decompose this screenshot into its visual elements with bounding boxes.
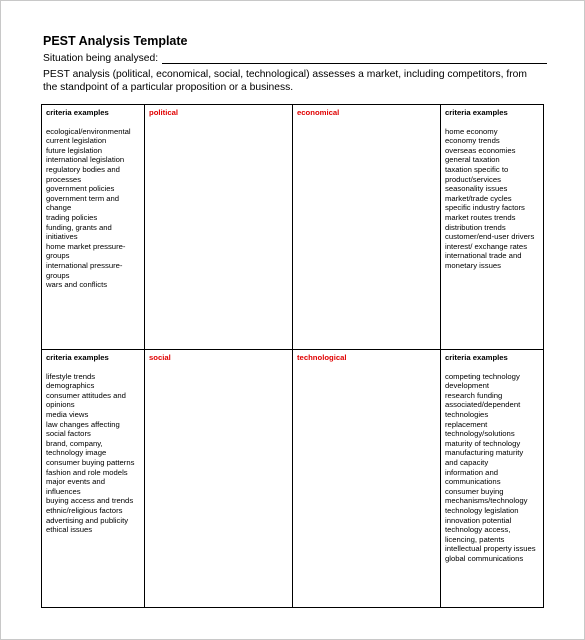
situation-input-line[interactable]: [162, 53, 547, 64]
list-item: major events and: [46, 477, 105, 487]
list-item: associated/dependent: [445, 400, 521, 410]
list-item: development: [445, 381, 490, 391]
economical-cell[interactable]: [293, 105, 441, 350]
list-item: home market pressure-: [46, 241, 126, 251]
criteria-cell-bottom-left: [42, 350, 145, 608]
list-item: general taxation: [445, 155, 500, 165]
criteria-list: [445, 372, 539, 564]
list-item: market/trade cycles: [445, 193, 512, 203]
list-item: information and: [445, 467, 498, 477]
list-item: monetary issues: [445, 260, 501, 270]
criteria-list: [46, 127, 140, 290]
list-item: mechanisms/technology: [445, 496, 528, 506]
list-item: research funding: [445, 390, 503, 400]
criteria-cell-top-right: [441, 105, 544, 350]
technological-header: technological: [297, 353, 347, 362]
list-item: international pressure-: [46, 260, 123, 270]
table-row: [42, 105, 544, 350]
list-item: consumer attitudes and: [46, 390, 126, 400]
list-item: regulatory bodies and: [46, 164, 120, 174]
list-item: buying access and trends: [46, 496, 134, 506]
list-item: licencing, patents: [445, 534, 505, 544]
list-item: advertising and publicity: [46, 515, 129, 525]
list-item: wars and conflicts: [46, 280, 108, 290]
criteria-list: [445, 127, 539, 271]
criteria-header: criteria examples: [445, 108, 508, 117]
list-item: technologies: [445, 409, 489, 419]
list-item: future legislation: [46, 145, 102, 155]
document-title: PEST Analysis Template: [43, 34, 188, 48]
list-item: distribution trends: [445, 222, 506, 232]
list-item: funding, grants and: [46, 222, 112, 232]
political-cell[interactable]: [145, 105, 293, 350]
list-item: demographics: [46, 381, 95, 391]
pest-table: [41, 104, 544, 608]
list-item: specific industry factors: [445, 203, 525, 213]
list-item: market routes trends: [445, 212, 516, 222]
intro-text: PEST analysis (political, economical, social, technological) assesses a market, including competitors, from the standpoint of a particular proposition or a business.: [43, 69, 527, 93]
list-item: maturity of technology: [445, 438, 521, 448]
criteria-cell-bottom-right: [441, 350, 544, 608]
list-item: ethnic/religious factors: [46, 505, 123, 515]
criteria-header: criteria examples: [46, 108, 109, 117]
list-item: brand, company,: [46, 438, 103, 448]
list-item: customer/end-user drivers: [445, 232, 535, 242]
list-item: social factors: [46, 429, 91, 439]
list-item: economy trends: [445, 136, 500, 146]
list-item: change: [46, 203, 72, 213]
criteria-list: [46, 372, 140, 535]
political-header: political: [149, 108, 179, 117]
criteria-header: criteria examples: [445, 353, 508, 362]
list-item: replacement: [445, 419, 488, 429]
list-item: groups: [46, 251, 70, 261]
list-item: manufacturing maturity: [445, 448, 524, 458]
list-item: law changes affecting: [46, 419, 120, 429]
list-item: consumer buying patterns: [46, 457, 135, 467]
list-item: processes: [46, 174, 82, 184]
list-item: ecological/environmental: [46, 126, 131, 136]
list-item: trading policies: [46, 212, 98, 222]
economical-header: economical: [297, 108, 340, 117]
list-item: and capacity: [445, 457, 489, 467]
situation-row: [43, 53, 547, 64]
list-item: home economy: [445, 126, 498, 136]
criteria-header: criteria examples: [46, 353, 109, 362]
list-item: seasonality issues: [445, 184, 508, 194]
list-item: product/services: [445, 174, 501, 184]
list-item: government policies: [46, 184, 115, 194]
list-item: taxation specific to: [445, 164, 509, 174]
list-item: lifestyle trends: [46, 371, 96, 381]
list-item: opinions: [46, 400, 75, 410]
list-item: initiatives: [46, 232, 78, 242]
list-item: technology legislation: [445, 505, 519, 515]
list-item: media views: [46, 409, 89, 419]
list-item: intellectual property issues: [445, 544, 536, 554]
list-item: current legislation: [46, 136, 107, 146]
social-cell[interactable]: [145, 350, 293, 608]
social-header: social: [149, 353, 171, 362]
list-item: technology image: [46, 448, 107, 458]
list-item: fashion and role models: [46, 467, 128, 477]
list-item: technology/solutions: [445, 429, 515, 439]
list-item: international legislation: [46, 155, 125, 165]
list-item: ethical issues: [46, 525, 93, 535]
list-item: competing technology: [445, 371, 520, 381]
criteria-cell-top-left: [42, 105, 145, 350]
list-item: communications: [445, 477, 501, 487]
list-item: consumer buying: [445, 486, 504, 496]
technological-cell[interactable]: [293, 350, 441, 608]
list-item: innovation potential: [445, 515, 512, 525]
list-item: government term and: [46, 193, 120, 203]
list-item: groups: [46, 270, 70, 280]
list-item: overseas economies: [445, 145, 516, 155]
table-row: [42, 350, 544, 608]
list-item: influences: [46, 486, 81, 496]
list-item: interest/ exchange rates: [445, 241, 528, 251]
situation-label: Situation being analysed:: [43, 53, 159, 64]
list-item: international trade and: [445, 251, 522, 261]
list-item: technology access,: [445, 525, 511, 535]
list-item: global communications: [445, 553, 524, 563]
